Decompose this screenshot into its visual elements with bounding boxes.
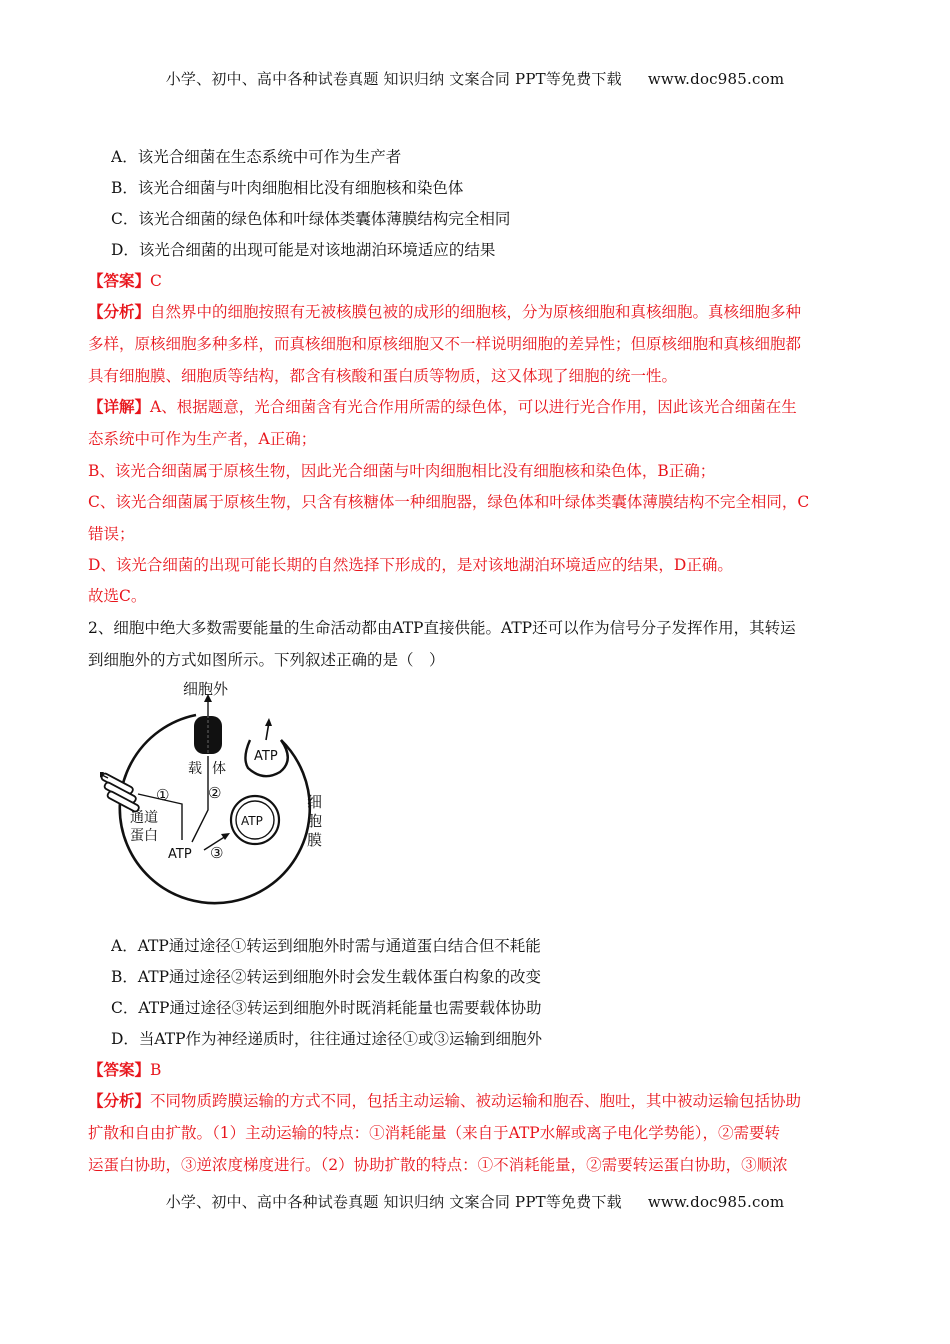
- q1-option-a: A．该光合细菌在生态系统中可作为生产者: [111, 148, 402, 166]
- marker-1: ①: [156, 786, 170, 804]
- footer-url[interactable]: www.doc985.com: [647, 1193, 785, 1211]
- page-header: [0, 68, 950, 89]
- analysis-text: 不同物质跨膜运输的方式不同，包括主动运输、被动运输和胞吞、胞吐，其中被动运输包括协助: [150, 1092, 802, 1110]
- q1-detail-line-1: [88, 397, 870, 417]
- analysis-text: 自然界中的细胞按照有无被核膜包被的成形的细胞核，分为原核细胞和真核细胞。真核细胞多种: [150, 303, 802, 321]
- q2-option-a: A．ATP通过途径①转运到细胞外时需与通道蛋白结合但不耗能: [111, 937, 541, 955]
- atp-vesicle-label: ATP: [241, 814, 263, 828]
- channel-label-1: 通道: [130, 810, 158, 826]
- detail-tag: 【详解】: [88, 397, 151, 416]
- q1-detail-line-3: B、该光合细菌属于原核生物，因此光合细菌与叶肉细胞相比没有细胞核和染色体，B正确；: [88, 462, 716, 480]
- q1-option-c: C．该光合细菌的绿色体和叶绿体类囊体薄膜结构完全相同: [111, 210, 511, 228]
- q1-detail-line-2: 态系统中可作为生产者，A正确；: [88, 430, 317, 448]
- q1-detail-line-6: D、该光合细菌的出现可能长期的自然选择下形成的，是对该地湖泊环境适应的结果，D正确。: [88, 556, 733, 574]
- atp-source-label: ATP: [168, 847, 192, 862]
- q2-analysis-line-3: 运蛋白协助，③逆浓度梯度进行。（2）协助扩散的特点：①不消耗能量，②需要转运蛋白协助，③顺浓: [88, 1156, 788, 1174]
- q2-option-b: B．ATP通过途径②转运到细胞外时会发生载体蛋白构象的改变: [111, 968, 542, 986]
- q2-answer: [88, 1060, 870, 1080]
- q1-option-b: B．该光合细菌与叶肉细胞相比没有细胞核和染色体: [111, 179, 464, 197]
- q2-option-d: D．当ATP作为神经递质时，往往通过途径①或③运输到细胞外: [111, 1030, 543, 1048]
- marker-3: ③: [210, 844, 224, 862]
- q1-answer: [88, 271, 870, 291]
- q1-detail-line-5: 错误；: [88, 525, 135, 543]
- analysis-tag: 【分析】: [88, 302, 151, 321]
- q1-option-d: D．该光合细菌的出现可能是对该地湖泊环境适应的结果: [111, 241, 496, 259]
- q1-analysis-line-2: 多样，原核细胞多种多样，而真核细胞和原核细胞又不一样说明细胞的差异性；但原核细胞和真核细胞都: [88, 335, 802, 353]
- q2-stem-line-2: 到细胞外的方式如图所示。下列叙述正确的是（ ）: [88, 651, 445, 669]
- q1-analysis-line-3: 具有细胞膜、细胞质等结构，都含有核酸和蛋白质等物质，这又体现了细胞的统一性。: [88, 367, 678, 385]
- membrane-label-3: 膜: [307, 831, 323, 849]
- header-text: 小学、初中、高中各种试卷真题 知识归纳 文案合同 PPT等免费下载: [165, 70, 622, 88]
- detail-text: A、根据题意，光合细菌含有光合作用所需的绿色体，可以进行光合作用，因此该光合细菌在生: [150, 398, 797, 416]
- q1-detail-line-7: 故选C。: [88, 587, 147, 605]
- q2-stem-line-1: 2、细胞中绝大多数需要能量的生命活动都由ATP直接供能。ATP还可以作为信号分子发挥作用，其转运: [88, 619, 796, 637]
- atp-exocytosis-label: ATP: [254, 749, 278, 764]
- analysis-tag: 【分析】: [88, 1091, 151, 1110]
- membrane-label-1: 细: [307, 793, 323, 811]
- marker-2: ②: [208, 784, 222, 802]
- q2-option-c: C．ATP通过途径③转运到细胞外时既消耗能量也需要载体协助: [111, 999, 542, 1017]
- answer-tag: 【答案】: [88, 271, 151, 290]
- channel-label-2: 蛋白: [130, 828, 158, 844]
- q2-analysis-line-1: [88, 1091, 870, 1111]
- q1-detail-line-4: C、该光合细菌属于原核生物，只含有核糖体一种细胞器，绿色体和叶绿体类囊体薄膜结构不完全相同，C: [88, 493, 810, 511]
- atp-transport-figure: [100, 680, 350, 912]
- q2-analysis-line-2: 扩散和自由扩散。（1）主动运输的特点：①消耗能量（来自于ATP水解或离子电化学势能），②需要转: [88, 1124, 780, 1142]
- outside-label: 细胞外: [183, 680, 229, 698]
- answer-value: B: [150, 1061, 162, 1079]
- footer-text: 小学、初中、高中各种试卷真题 知识归纳 文案合同 PPT等免费下载: [165, 1193, 622, 1211]
- carrier-label-1: 载: [188, 761, 202, 777]
- page-footer: [0, 1191, 950, 1212]
- q1-analysis-line-1: [88, 302, 870, 322]
- carrier-label-2: 体: [212, 761, 226, 777]
- membrane-label-2: 胞: [307, 812, 323, 830]
- answer-value: C: [150, 272, 162, 290]
- header-url[interactable]: www.doc985.com: [647, 70, 785, 88]
- answer-tag: 【答案】: [88, 1060, 151, 1079]
